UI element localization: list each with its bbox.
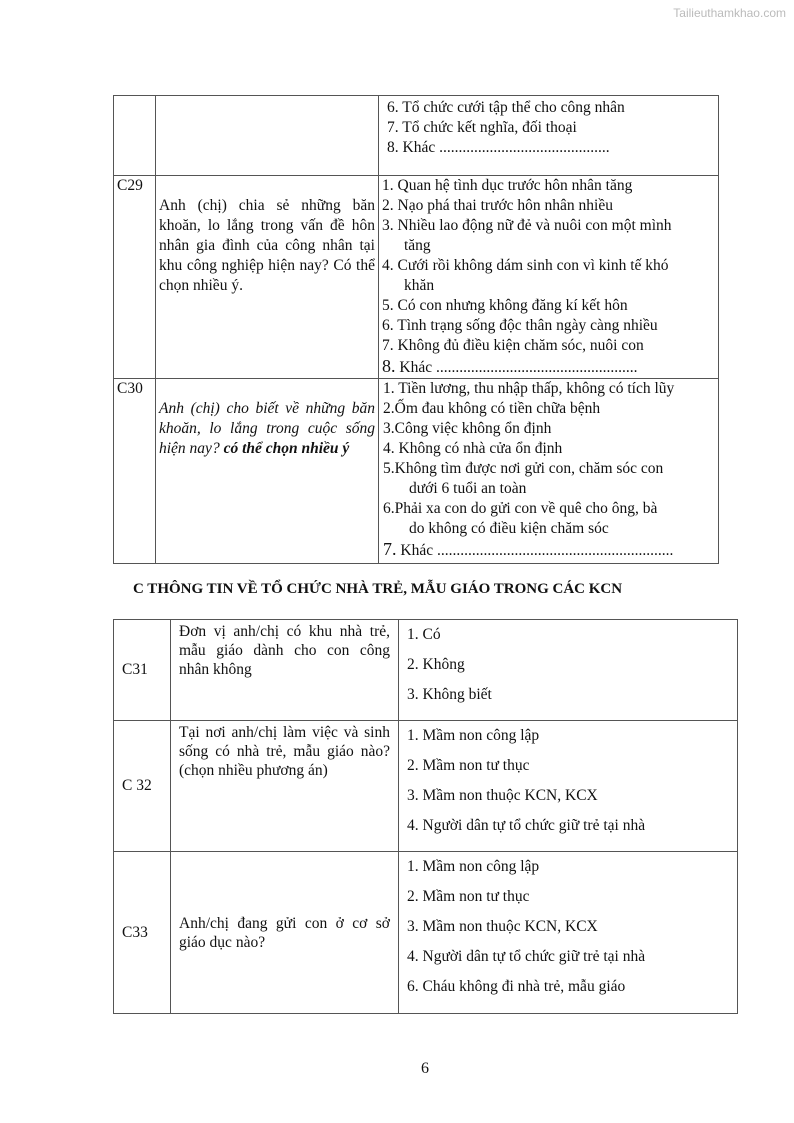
option: 5.Không tìm được nơi gửi con, chăm sóc con [383,460,664,477]
question-code: C33 [114,852,171,1014]
question-text: Anh/chị đang gửi con ở cơ sở giáo dục nào? [171,852,399,1014]
option: 2. Không [407,656,465,673]
table-row [114,620,738,721]
option: 7. Tổ chức kết nghĩa, đối thoại [387,119,577,136]
option-text: Khác .................................................... [399,359,638,376]
question-code: C30 [114,379,156,564]
option: 6. Cháu không đi nhà trẻ, mẫu giáo [407,978,626,995]
table-row [114,852,738,1014]
options-cell [399,852,738,1014]
option-text: Khác ............................................................. [400,542,674,559]
page-number: 6 [421,1060,429,1077]
question-bold: có thể chọn nhiều ý [223,440,350,457]
option: 3. Không biết [407,686,492,703]
option: 1. Mầm non công lập [407,858,540,875]
option: 3. Mầm non thuộc KCN, KCX [407,918,598,935]
questionnaire-table-1 [113,95,719,564]
option: do không có điều kiện chăm sóc [409,520,609,537]
option: 4. Người dân tự tổ chức giữ trẻ tại nhà [407,817,646,834]
watermark: Tailieuthamkhao.com [673,6,786,20]
option: tăng [404,237,431,254]
option: 7. Không đủ điều kiện chăm sóc, nuôi con [382,337,644,354]
option: 8. Khác ............................................ [387,139,610,156]
option: 6. Tình trạng sống độc thân ngày càng nhiều [382,317,658,334]
question-code: C31 [114,620,171,721]
question-code: C 32 [114,721,171,852]
question-code: C29 [114,176,156,379]
table-row [114,721,738,852]
option: 2. Mầm non tư thục [407,888,530,905]
questionnaire-table-2 [113,619,738,1014]
table-row [114,176,719,379]
option: 6. Tổ chức cưới tập thể cho công nhân [387,99,625,116]
option: 3. Mầm non thuộc KCN, KCX [407,787,598,804]
option [383,539,715,561]
option: 1. Tiền lương, thu nhập thấp, không có tích lũy [383,380,675,397]
option [382,356,715,378]
option: 2. Mầm non tư thục [407,757,530,774]
option: 3. Nhiều lao động nữ đẻ và nuôi con một mình [382,217,672,234]
option: 2. Nạo phá thai trước hôn nhân nhiều [382,197,613,214]
options-cell [379,176,719,379]
option: 4. Người dân tự tổ chức giữ trẻ tại nhà [407,948,646,965]
options-cell [379,379,719,564]
option: 6.Phải xa con do gửi con về quê cho ông, bà [383,500,658,517]
option: 1. Quan hệ tình dục trước hôn nhân tăng [382,177,633,194]
section-heading: C THÔNG TIN VỀ TỔ CHỨC NHÀ TRẺ, MẪU GIÁO TRONG CÁC KCN [133,581,623,597]
option: 4. Cưới rồi không dám sinh con vì kinh tế khó [382,257,669,274]
option: 3.Công việc không ổn định [383,420,552,437]
option: 2.Ốm đau không có tiền chữa bệnh [383,400,601,417]
options-cell [399,721,738,852]
option: dưới 6 tuổi an toàn [409,480,527,497]
option: 1. Mầm non công lập [407,727,540,744]
option-number: 7. [383,539,397,559]
question-italic: Anh (chị) cho biết về những băn khoăn, lo lắng trong cuộc sống hiện nay? [159,400,375,457]
option: 5. Có con nhưng không đăng kí kết hôn [382,297,628,314]
question-text: Đơn vị anh/chị có khu nhà trẻ, mẫu giáo dành cho con công nhân không [171,620,399,721]
option: khăn [404,277,435,294]
options-cell [399,620,738,721]
question-text [156,379,379,564]
options-cell [379,96,719,176]
table-row [114,379,719,564]
option: 1. Có [407,626,441,643]
table-row [114,96,719,176]
option: 4. Không có nhà cửa ổn định [383,440,563,457]
question-text: Anh (chị) chia sẻ những băn khoăn, lo lắng trong vấn đề hôn nhân gia đình của công nhân tại khu công nghiệp hiện nay? Có thể chọn nhiều ý. [156,176,379,379]
question-text: Tại nơi anh/chị làm việc và sinh sống có nhà trẻ, mẫu giáo nào? (chọn nhiều phương án) [171,721,399,852]
option-number: 8. [382,356,396,376]
